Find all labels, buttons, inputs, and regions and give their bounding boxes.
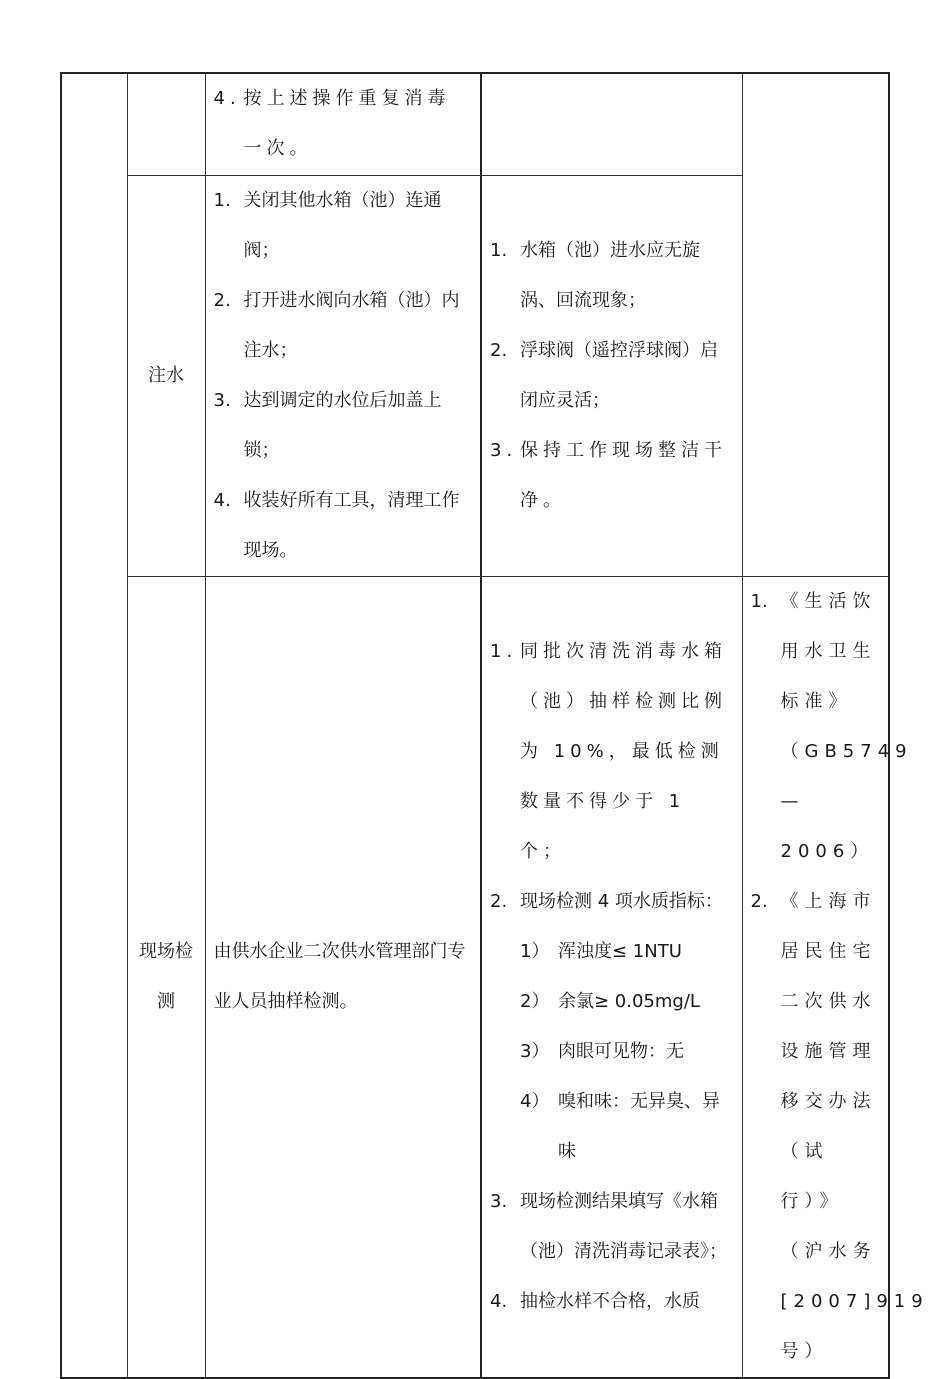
item-number: 2. bbox=[490, 339, 508, 361]
item-number: 2. bbox=[490, 890, 508, 912]
item-number: 1. bbox=[490, 239, 508, 261]
list-item bbox=[490, 1277, 734, 1327]
indicator-number: 3） bbox=[520, 1040, 550, 1062]
stage-cell bbox=[127, 73, 205, 175]
item-text: 打开进水阀向水箱（池）内注水； bbox=[243, 289, 460, 361]
list-item bbox=[490, 226, 734, 326]
item-text: 按上述操作重复消毒一次。 bbox=[243, 88, 451, 160]
references-cell bbox=[742, 73, 889, 576]
item-text: 浮球阀（遥控浮球阀）启闭应灵活； bbox=[520, 339, 718, 411]
requirements-cell bbox=[481, 73, 742, 175]
item-text: 现场检测 4 项水质指标： bbox=[520, 890, 723, 912]
list-item bbox=[214, 376, 473, 476]
item-number: 4. bbox=[213, 88, 241, 110]
reference-text: 《上海市居民住宅二次供水设施管理移交办法（试行）》（沪水务[2007]919号） bbox=[780, 890, 929, 1362]
requirements-cell bbox=[481, 175, 742, 576]
list-item bbox=[490, 326, 734, 426]
item-text: 达到调定的水位后加盖上锁； bbox=[243, 389, 442, 461]
requirements-cell bbox=[481, 576, 742, 1378]
item-text: 同批次清洗消毒水箱（池）抽样检测比例为 10%，最低检测数量不得少于 1 个； bbox=[520, 640, 727, 862]
requirements-list bbox=[482, 627, 742, 1327]
indicator-item bbox=[520, 927, 734, 977]
list-item bbox=[490, 426, 734, 526]
item-number: 2. bbox=[750, 890, 768, 912]
item-number: 3. bbox=[490, 1190, 508, 1212]
item-text: 现场检测结果填写《水箱（池）清洗消毒记录表》； bbox=[520, 1190, 727, 1262]
operations-cell bbox=[205, 576, 481, 1378]
reference-item bbox=[750, 577, 913, 877]
indicator-item bbox=[520, 1027, 734, 1077]
item-number: 4. bbox=[490, 1290, 508, 1312]
indicator-number: 1） bbox=[520, 940, 550, 962]
item-number: 2. bbox=[213, 289, 231, 311]
blank-category-cell bbox=[61, 73, 127, 1378]
indicator-text: 余氯≥ 0.05mg/L bbox=[558, 990, 700, 1012]
references-list bbox=[743, 577, 929, 1377]
item-number: 3. bbox=[213, 389, 231, 411]
reference-item bbox=[750, 877, 929, 1377]
list-item bbox=[214, 476, 473, 576]
item-text: 抽检水样不合格，水质 bbox=[520, 1290, 700, 1312]
operations-list bbox=[206, 176, 481, 576]
indicator-text: 浑浊度≤ 1NTU bbox=[558, 940, 682, 962]
indicator-number: 4） bbox=[520, 1090, 550, 1112]
stage-cell bbox=[127, 576, 205, 1378]
operations-list bbox=[206, 74, 481, 174]
indicator-number: 2） bbox=[520, 990, 550, 1012]
item-text: 关闭其他水箱（池）连通阀； bbox=[243, 189, 442, 261]
item-text: 保持工作现场整洁干净。 bbox=[520, 439, 727, 511]
indicator-text: 肉眼可见物：无 bbox=[558, 1040, 684, 1062]
item-text: 水箱（池）进水应无旋涡、回流现象； bbox=[520, 239, 700, 311]
references-cell bbox=[742, 576, 929, 1378]
item-number: 1. bbox=[490, 640, 518, 662]
item-number: 4. bbox=[213, 489, 231, 511]
list-item bbox=[214, 176, 473, 276]
list-item bbox=[214, 74, 473, 174]
indicator-item bbox=[520, 977, 734, 1027]
item-number: 1. bbox=[213, 189, 231, 211]
requirements-list bbox=[482, 226, 742, 526]
list-item bbox=[490, 1177, 734, 1277]
indicator-list bbox=[520, 927, 734, 1177]
list-item bbox=[490, 627, 734, 877]
table-row bbox=[61, 73, 889, 175]
operations-cell bbox=[205, 175, 481, 576]
item-text: 收装好所有工具，清理工作现场。 bbox=[243, 489, 460, 561]
list-item bbox=[490, 877, 734, 1177]
operation-text: 由供水企业二次供水管理部门专业人员抽样检测。 bbox=[213, 940, 466, 1012]
procedure-table bbox=[60, 72, 929, 1379]
reference-text: 《生活饮用水卫生标准》（GB5749—2006） bbox=[780, 590, 913, 862]
operations-cell bbox=[205, 73, 481, 175]
list-item bbox=[214, 276, 473, 376]
indicator-text: 嗅和味：无异臭、异味 bbox=[558, 1090, 720, 1162]
stage-label: 现场检测 bbox=[139, 940, 193, 1012]
indicator-item bbox=[520, 1077, 734, 1177]
stage-cell: 注水 bbox=[127, 175, 205, 576]
item-number: 1. bbox=[750, 590, 768, 612]
item-number: 3. bbox=[490, 439, 518, 461]
table-row bbox=[61, 576, 889, 1378]
